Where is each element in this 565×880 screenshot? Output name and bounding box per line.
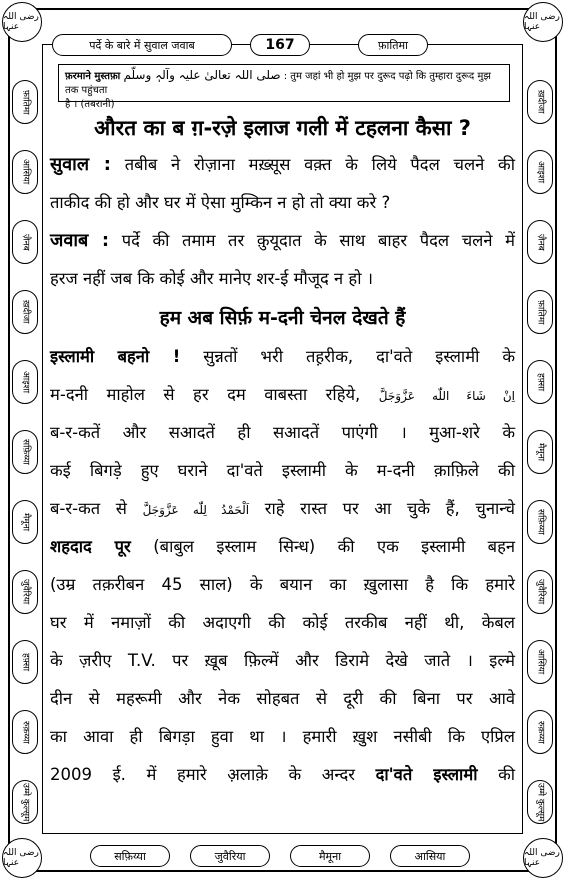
book-title: पर्दे के बारे में सुवाल जवाब: [52, 34, 232, 56]
arabic-phrase: اِنْ شَاءَ اللّٰه عَزَّوَجَلَّ: [378, 389, 516, 403]
corner-ornament-top-left: رضی اللہ عنہا: [2, 2, 42, 42]
right-medallion: ख़दीजा: [527, 80, 553, 124]
place-name-bold: शहदाद पूर: [50, 537, 131, 556]
question-line: [50, 146, 515, 184]
organization-bold: दा'वते इस्लामी: [375, 765, 478, 784]
answer-text: पर्दे की तमाम तर क़ुयूदात के साथ बाहर पैदल चलने में: [121, 231, 515, 250]
right-medallion: रुक़य्या: [527, 710, 553, 754]
body-line: (उम्र तक़रीबन 45 साल) के बयान का ख़ुलासा है कि हमारे: [50, 575, 515, 594]
body-line: [50, 756, 515, 794]
right-medallion: जुवैरिया: [527, 570, 553, 614]
left-medallion: हफ़्सा: [12, 640, 38, 684]
right-medallion: आसिया: [527, 640, 553, 684]
corner-ornament-top-right: رضی اللہ عنہا: [523, 2, 563, 42]
body-line: [50, 376, 515, 414]
answer-label: जवाब :: [50, 230, 110, 251]
notice-text: : तुम जहां भी हो मुझ पर दुरूद पढ़ो कि तुम्हारा दुरूद मुझ तक पहुंचता: [65, 71, 491, 96]
arabic-phrase: اَلْحَمْدُ لِلّٰه عَزَّوَجَلَّ: [142, 503, 250, 517]
left-medallion: उम्मे कुल्सूम: [12, 780, 38, 824]
right-medallion: ज़ैनब: [527, 220, 553, 264]
right-medallion: फ़ातिमा: [527, 290, 553, 334]
bottom-name-pill: जुवैरिया: [190, 845, 270, 867]
answer-line-2: हरज नहीं जब कि कोई और मानेए शर-ई मौजूद न हो ।: [50, 269, 373, 288]
left-medallion: सफ़िय्या: [12, 430, 38, 474]
notice-label: फ़रमाने मुस्तफ़ा: [65, 71, 121, 82]
notice-text-continued: है ।: [65, 99, 78, 110]
corner-ornament-bottom-right: رضی اللہ عنہا: [523, 838, 563, 878]
question-line-2: ताकीद की हो और घर में ऐसा मुम्किन न हो तो क्या करे ?: [50, 193, 391, 212]
body-text: (बाबुल इस्लाम सिन्ध) की एक इस्लामी बहन: [153, 537, 515, 556]
right-medallion: हफ़्सा: [527, 360, 553, 404]
body-text: 2009 ई. में हमारे अ़लाक़े के अन्दर: [50, 765, 355, 784]
body-line: ब-र-कतें और सआदतें ही सआदतें पाएंगी । मुआ-शरे के: [50, 423, 515, 442]
left-medallion: रुक़य्या: [12, 710, 38, 754]
body-text: म-दनी माहोल से हर दम वाबस्ता रहिये,: [50, 385, 361, 404]
left-medallion: आइशा: [12, 360, 38, 404]
notice-source: (तबरानी): [80, 99, 115, 110]
main-content: [50, 110, 515, 794]
body-text: राहे रास्त पर आ चुके हैं, चुनान्चे: [264, 499, 515, 518]
answer-line: [50, 222, 515, 260]
body-text: सुन्नतों भरी तह़रीक, दा'वते इस्लामी के: [203, 347, 515, 366]
body-line: [50, 528, 515, 566]
hadith-notice-box: [58, 64, 510, 110]
left-medallion: आसिया: [12, 150, 38, 194]
subheading: हम अब सिर्फ़ म-दनी चेनल देखते हैं: [159, 307, 406, 329]
body-text: ब-र-कत से: [50, 499, 127, 518]
body-line: [50, 338, 515, 376]
corner-ornament-bottom-left: رضی اللہ عنہا: [2, 838, 42, 878]
bottom-name-pill: आसिया: [390, 845, 470, 867]
left-medallion: ख़दीजा: [12, 290, 38, 334]
body-line: के ज़रीए T.V. पर ख़ूब फ़िल्में और डिरामे देखे जाते । इल्मे: [50, 651, 515, 670]
left-medallion: फ़ातिमा: [12, 80, 38, 124]
right-medallion: आइशा: [527, 150, 553, 194]
left-medallion: ज़ैनब: [12, 220, 38, 264]
notice-salutation: صلی اللہ تعالیٰ علیہ وآلہٖ وسلّم: [123, 68, 281, 82]
right-medallion: उम्मे कुल्सूम: [527, 780, 553, 824]
question-text: तबीब ने रोज़ाना मख़्सूस वक़्त के लिये पैदल चलने की: [124, 155, 515, 174]
body-line: का आवा ही बिगड़ा हुवा था । हमारी ख़ुश नसीबी कि एप्रिल: [50, 727, 515, 746]
address-bold: इस्लामी बहनो !: [50, 347, 181, 366]
bottom-name-pill: मैमूना: [290, 845, 370, 867]
right-medallion: मैमूना: [527, 430, 553, 474]
question-label: सुवाल :: [50, 154, 111, 175]
section-heading: औरत का ब ग़-रज़े इलाज गली में टहलना कैसा ?: [94, 116, 471, 140]
body-line: [50, 490, 515, 528]
right-medallion: सफ़िय्या: [527, 500, 553, 544]
page-number: 167: [250, 34, 310, 56]
body-line: दीन से महरूमी और नेक सोहबत से दूरी की बिना पर आवे: [50, 689, 515, 708]
bottom-name-pill: सफ़िय्या: [90, 845, 170, 867]
body-line: कई बिगड़े हुए घराने दा'वते इस्लामी के म-दनी क़ाफ़िले की: [50, 461, 515, 480]
left-medallion: मैमूना: [12, 500, 38, 544]
body-line: घर में नमाज़ों की अदाएगी की कोई तरकीब नहीं थी, केबल: [50, 613, 515, 632]
body-text: की: [498, 765, 516, 784]
top-name-pill: फ़ातिमा: [358, 34, 428, 56]
left-medallion: जुवैरिया: [12, 570, 38, 614]
